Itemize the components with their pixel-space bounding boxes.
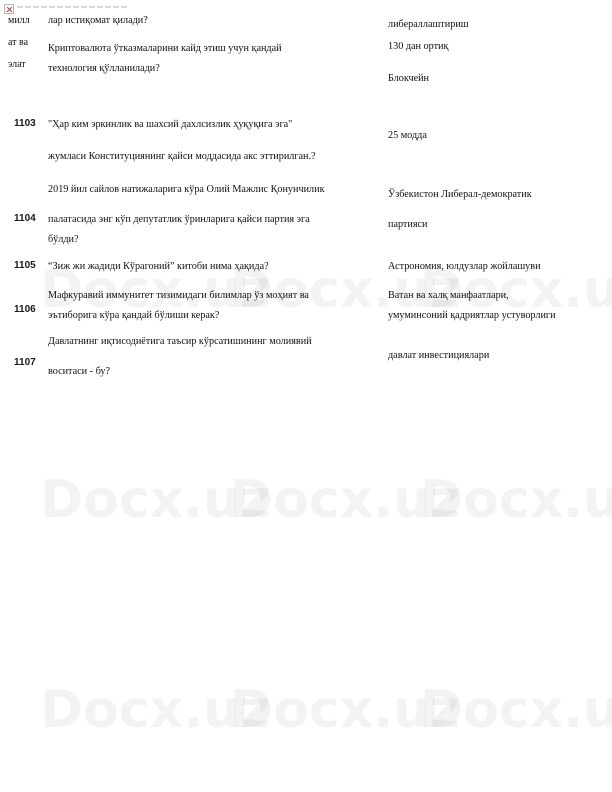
- question-text: бўлди?: [48, 234, 79, 245]
- question-number: 1103: [14, 118, 36, 129]
- continuation-answer-text: либераллаштириш: [388, 19, 469, 30]
- watermark: [420, 470, 612, 530]
- continuation-answer-text: Блокчейн: [388, 73, 429, 84]
- broken-image-icon: [4, 4, 14, 14]
- question-number: 1106: [14, 304, 36, 315]
- watermark: [40, 680, 270, 740]
- question-text: воситаси - бу?: [48, 366, 111, 377]
- continuation-left-text: милл: [8, 15, 30, 26]
- question-text: Давлатнинг иқтисодиётига таъсир кўрсатишининг молиявий: [48, 336, 312, 347]
- continuation-question-text: лар истиқомат қилади?: [48, 15, 148, 26]
- continuation-answer-text: 130 дан ортиқ: [388, 41, 449, 52]
- answer-text: Ватан ва халқ манфаатлари,: [388, 290, 509, 301]
- answer-text: давлат инвестициялари: [388, 350, 490, 361]
- question-text: “Зиж жи жадиди Кўрагоний” китоби нима ҳақида?: [48, 261, 269, 272]
- continuation-question-text: Криптовалюта ўтказмаларини кайд этиш учун қандай: [48, 43, 282, 54]
- continuation-question-text: технология қўлланилади?: [48, 63, 160, 74]
- answer-text: Астрономия, юлдузлар жойлашуви: [388, 261, 541, 272]
- answer-text: умуминсоний қадриятлар устуворлиги: [388, 310, 556, 321]
- continuation-left-text: ат ва: [8, 37, 29, 48]
- question-text: Мафкуравий иммунитет тизимидаги билимлар ўз моҳият ва: [48, 290, 309, 301]
- question-text: палатасида энг кўп депутатлик ўринларига қайси партия эга: [48, 214, 310, 225]
- question-text: "Ҳар ким эркинлик ва шахсий дахлсизлик ҳуқуқига эга": [48, 119, 293, 130]
- question-text: 2019 йил сайлов натижаларига кўра Олий Мажлис Қонунчилик: [48, 184, 325, 195]
- continuation-left-text: элат: [8, 59, 26, 70]
- answer-text: Ўзбекистон Либерал-демократик: [388, 189, 532, 200]
- faint-header-line: [17, 6, 129, 8]
- question-number: 1104: [14, 213, 36, 224]
- answer-text: партияси: [388, 219, 428, 230]
- watermark: [40, 470, 270, 530]
- answer-text: 25 модда: [388, 130, 427, 141]
- question-text: жумласи Конституциянинг қайси моддасида акс эттирилган.?: [48, 151, 316, 162]
- watermark: [230, 680, 460, 740]
- question-text: эътиборига кўра қандай бўлиши керак?: [48, 310, 220, 321]
- watermark: [230, 470, 460, 530]
- question-number: 1105: [14, 260, 36, 271]
- watermark: [420, 680, 612, 740]
- question-number: 1107: [14, 357, 36, 368]
